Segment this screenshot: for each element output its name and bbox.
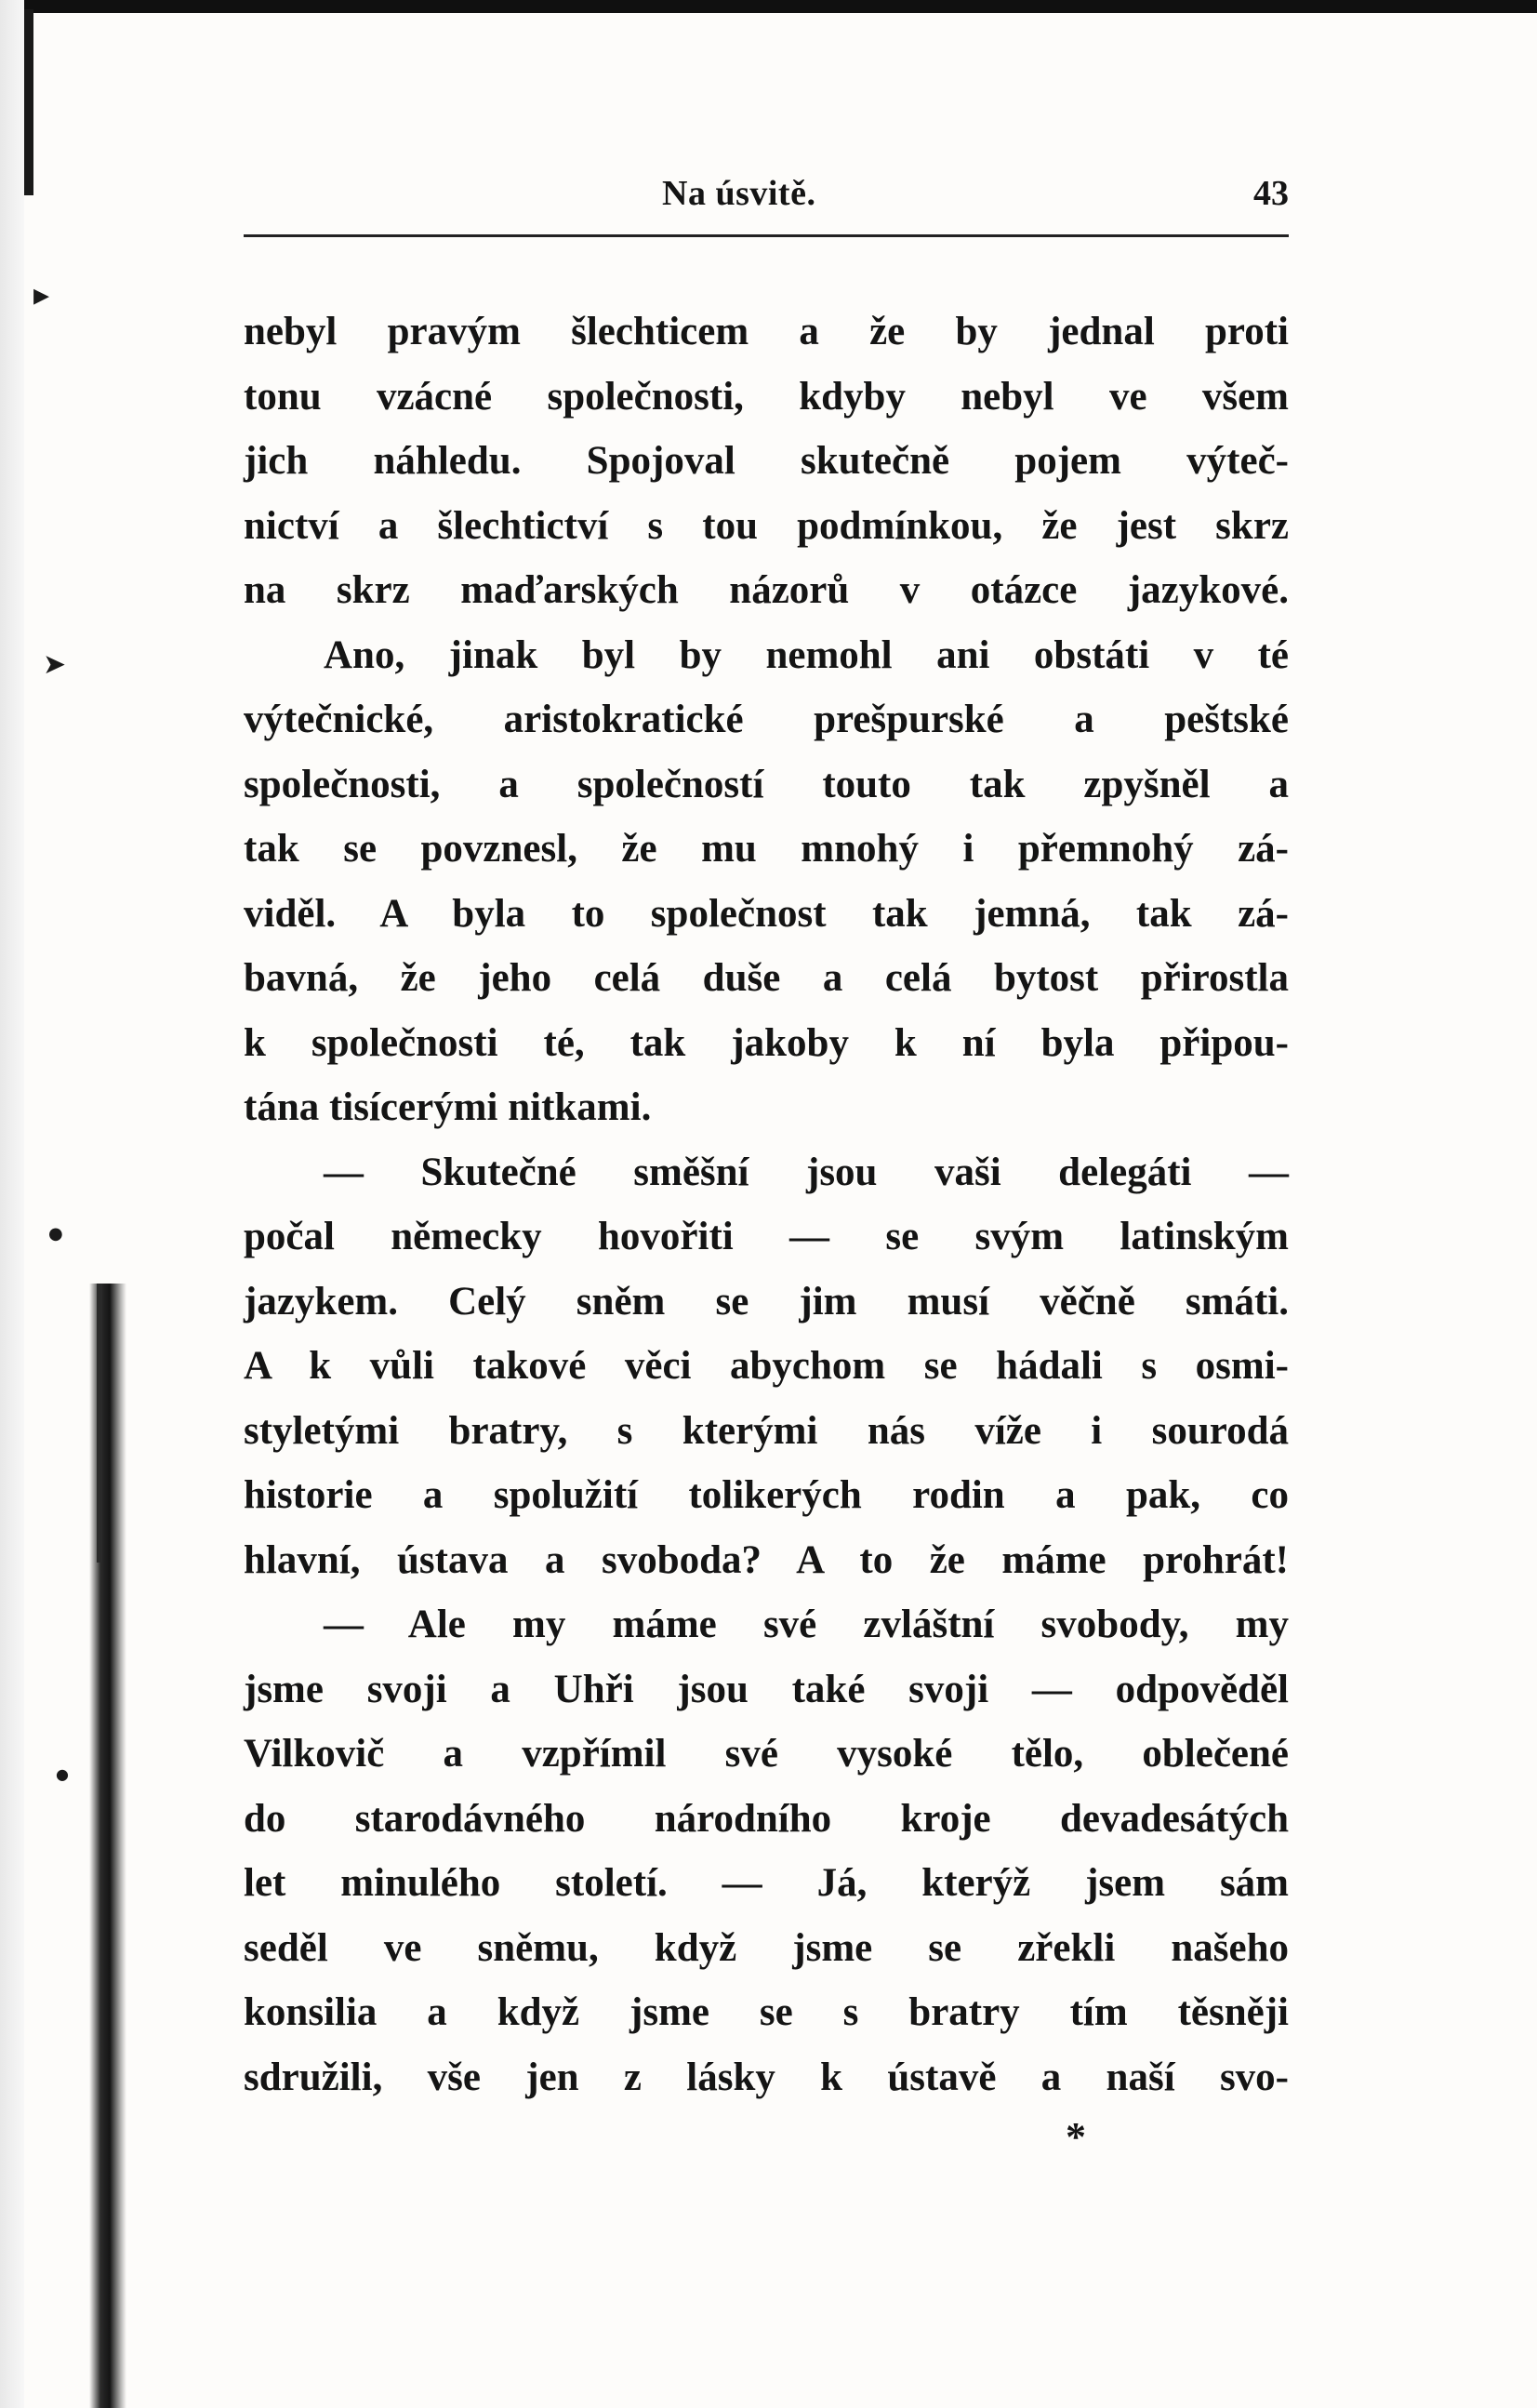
text-line: styletými bratry, s kterými nás víže i sourodá [244,1408,1289,1453]
running-head [244,173,1289,229]
text-line: viděl. A byla to společnost tak jemná, tak zá- [244,891,1289,936]
text-line: tak se povznesl, že mu mnohý i přemnohý zá- [244,827,1289,871]
margin-dot: ● [48,1224,63,1244]
margin-speck: ▸ [33,276,50,313]
text-line: let minulého století. — Já, kterýž jsem sám [244,1861,1289,1905]
text-line: seděl ve sněmu, když jsme se zřekli našeho [244,1925,1289,1970]
text-line: historie a spolužití tolikerých rodin a pak, co [244,1473,1289,1517]
text-line: konsilia a když jsme se s bratry tím těsněji [244,1990,1289,2034]
text-line: jazykem. Celý sněm se jim musí věčně smáti. [244,1279,1289,1324]
text-line: společnosti, a společností touto tak zpyšněl a [244,762,1289,806]
text-line: jich náhledu. Spojoval skutečně pojem výteč- [244,439,1289,483]
scan-border-left [0,0,24,2408]
text-line: Vilkovič a vzpřímil své vysoké tělo, oblečené [244,1732,1289,1776]
text-line: — Skutečné směšní jsou vaši delegáti — [324,1150,1289,1194]
text-line: na skrz maďarských názorů v otázce jazykové. [244,568,1289,612]
text-line: A k vůli takové věci abychom se hádali s osmi- [244,1344,1289,1388]
text-line: nebyl pravým šlechticem a že by jednal proti [244,310,1289,353]
running-title: Na úsvitě. [662,174,816,213]
header-rule [244,234,1289,237]
binding-spine [24,9,33,195]
text-line: — Ale my máme své zvláštní svobody, my [324,1603,1289,1646]
body-text [244,299,1289,2109]
text-line: nictví a šlechtictví s tou podmínkou, že jest skrz [244,503,1289,548]
page-number: 43 [1253,174,1289,213]
text-line: sdružili, vše jen z lásky k ústavě a naší svo- [244,2055,1289,2099]
text-line: jsme svoji a Uhři jsou také svoji — odpověděl [244,1667,1289,1711]
text-line: výtečnické, aristokratické prešpurské a peštské [244,698,1289,741]
text-line: hlavní, ústava a svoboda? A to že máme prohrát! [244,1537,1289,1582]
text-line: tána tisícerými nitkami. [244,1085,652,1129]
signature-mark: * [1066,2114,1086,2160]
text-line: tonu vzácné společnosti, kdyby nebyl ve všem [244,374,1289,419]
binding-gutter-shadow [89,1284,126,2408]
margin-dot: ● [56,1765,69,1783]
text-line: počal německy hovořiti — se svým latinským [244,1215,1289,1258]
binding-gutter-line [97,1284,102,1563]
text-line: do starodávného národního kroje devadesátých [244,1796,1289,1841]
text-line: bavná, že jeho celá duše a celá bytost přirostla [244,956,1289,1000]
scan-border-top [0,0,1537,13]
text-line: Ano, jinak byl by nemohl ani obstáti v té [324,632,1289,677]
text-line: k společnosti té, tak jakoby k ní byla připou- [244,1020,1289,1065]
margin-arrow-icon: ➤ [43,648,67,681]
